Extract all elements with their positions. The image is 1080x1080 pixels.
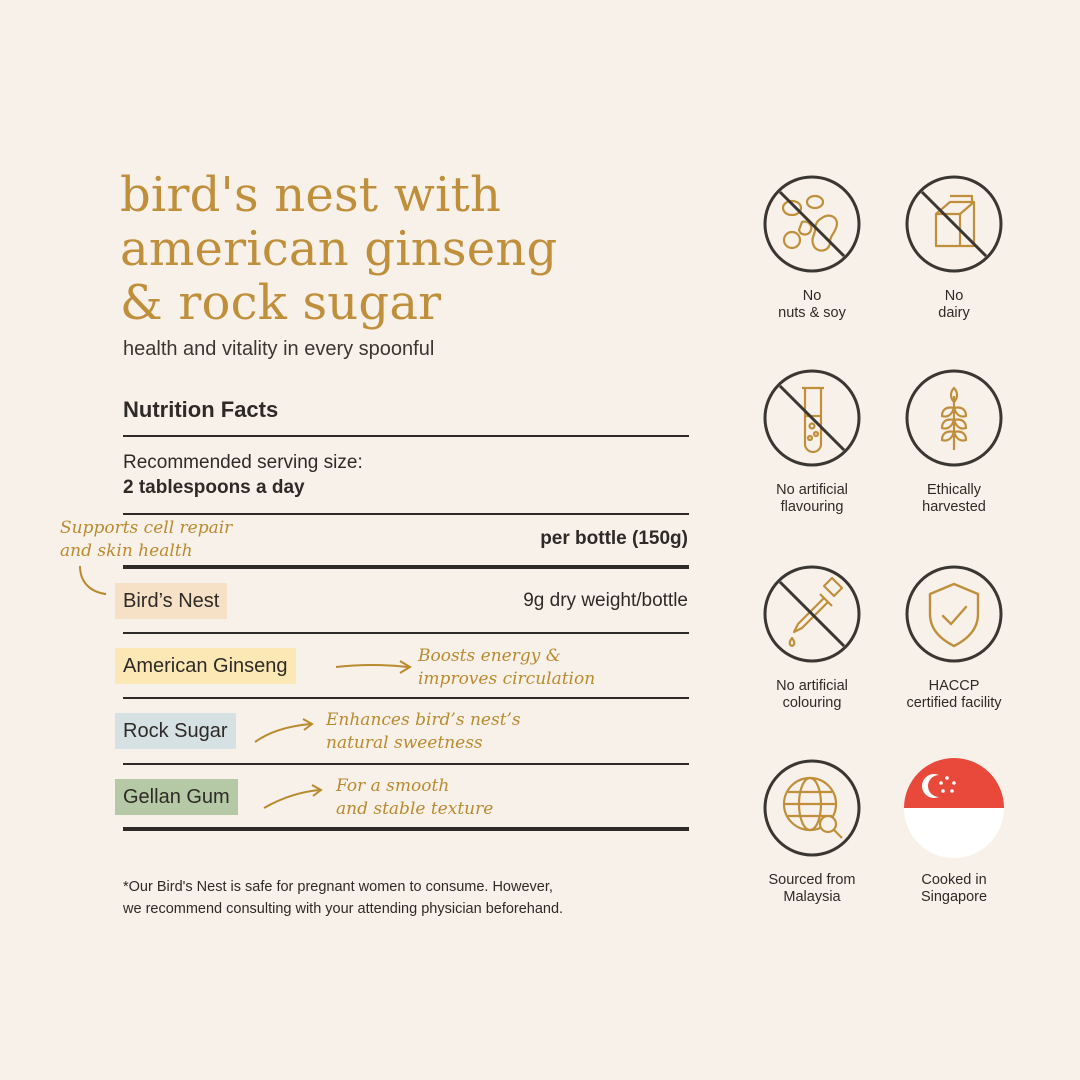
badge-label-line: colouring bbox=[782, 695, 842, 711]
curved-arrow-icon bbox=[253, 716, 317, 746]
badge-label-line: Malaysia bbox=[783, 889, 841, 905]
divider bbox=[123, 697, 689, 699]
badge-label-line: dairy bbox=[938, 305, 970, 321]
badge-label bbox=[732, 872, 892, 906]
serving-size bbox=[123, 450, 363, 500]
badge-haccp bbox=[874, 564, 1034, 712]
ingredient-tag-american-ginseng bbox=[115, 648, 296, 684]
badge-label bbox=[874, 288, 1034, 322]
no-artificial-colouring-icon bbox=[762, 564, 862, 664]
note-rock-sugar bbox=[326, 709, 521, 755]
badge-sourced-malaysia bbox=[732, 758, 892, 906]
badge-label-line: Sourced from bbox=[768, 872, 856, 888]
serving-size-value: 2 tablespoons a day bbox=[123, 477, 305, 498]
note-line: Boosts energy & bbox=[418, 646, 561, 666]
badge-label-line: harvested bbox=[922, 499, 986, 515]
product-subtitle: health and vitality in every spoonful bbox=[123, 338, 435, 360]
note-line: Supports cell repair bbox=[60, 518, 233, 538]
ingredient-tag-birds-nest bbox=[115, 583, 227, 619]
note-line: Enhances bird’s nest’s bbox=[326, 710, 521, 730]
note-american-ginseng bbox=[418, 645, 595, 691]
badge-cooked-singapore bbox=[874, 758, 1034, 906]
badge-label-line: No bbox=[802, 288, 822, 304]
curved-arrow-icon bbox=[262, 782, 326, 812]
no-artificial-flavouring-icon bbox=[762, 368, 862, 468]
serving-size-label: Recommended serving size: bbox=[123, 452, 363, 473]
divider bbox=[123, 435, 689, 437]
title-line-1: bird's nest with bbox=[120, 167, 502, 223]
ingredient-name: American Ginseng bbox=[123, 655, 288, 677]
note-gellan-gum bbox=[336, 775, 493, 821]
badge-label-line: Cooked in bbox=[921, 872, 987, 888]
badge-label bbox=[732, 678, 892, 712]
no-dairy-icon bbox=[904, 174, 1004, 274]
footnote bbox=[123, 876, 563, 920]
arrow-right-icon bbox=[334, 655, 414, 679]
divider bbox=[123, 763, 689, 765]
divider-thick bbox=[123, 565, 689, 569]
title-line-3: & rock sugar bbox=[120, 275, 442, 331]
badge-no-artificial-colouring bbox=[732, 564, 892, 712]
note-line: and stable texture bbox=[336, 799, 494, 819]
badge-no-artificial-flavouring bbox=[732, 368, 892, 516]
ingredient-value: 9g dry weight/bottle bbox=[523, 590, 688, 611]
divider bbox=[123, 632, 689, 634]
ingredient-name: Gellan Gum bbox=[123, 786, 230, 808]
divider-thick bbox=[123, 827, 689, 831]
badge-label-line: certified facility bbox=[906, 695, 1002, 711]
nutrition-facts-heading: Nutrition Facts bbox=[123, 397, 279, 422]
badge-label bbox=[732, 482, 892, 516]
badge-label-line: nuts & soy bbox=[778, 305, 846, 321]
ingredient-name: Bird’s Nest bbox=[123, 590, 220, 612]
badge-label-line: Singapore bbox=[920, 889, 988, 905]
wheat-icon bbox=[904, 368, 1004, 468]
ingredient-name: Rock Sugar bbox=[123, 720, 228, 742]
badge-label bbox=[874, 678, 1034, 712]
product-title bbox=[120, 168, 557, 330]
badge-no-nuts-soy bbox=[732, 174, 892, 322]
badge-label bbox=[732, 288, 892, 322]
badge-ethically-harvested bbox=[874, 368, 1034, 516]
singapore-flag-icon bbox=[904, 758, 1004, 858]
column-header: per bottle (150g) bbox=[540, 528, 688, 549]
ingredient-tag-rock-sugar bbox=[115, 713, 236, 749]
badge-no-dairy bbox=[874, 174, 1034, 322]
ingredient-tag-gellan-gum bbox=[115, 779, 238, 815]
globe-search-icon bbox=[762, 758, 862, 858]
divider bbox=[123, 513, 689, 515]
badge-label-line: Ethically bbox=[927, 482, 981, 498]
title-line-2: american ginseng bbox=[120, 221, 558, 277]
shield-check-icon bbox=[904, 564, 1004, 664]
no-nuts-soy-icon bbox=[762, 174, 862, 274]
badge-label bbox=[874, 482, 1034, 516]
note-line: For a smooth bbox=[336, 776, 450, 796]
badge-label-line: HACCP bbox=[928, 678, 980, 694]
badge-label-line: flavouring bbox=[780, 499, 844, 515]
note-line: and skin health bbox=[60, 541, 193, 561]
note-line: natural sweetness bbox=[326, 733, 483, 753]
badge-label-line: No artificial bbox=[776, 678, 848, 694]
badge-label-line: No bbox=[944, 288, 964, 304]
footnote-line: *Our Bird's Nest is safe for pregnant women to consume. However, bbox=[123, 879, 553, 895]
footnote-line: we recommend consulting with your attending physician beforehand. bbox=[123, 901, 564, 917]
note-birds-nest bbox=[60, 517, 232, 563]
curved-arrow-icon bbox=[74, 562, 114, 602]
badge-label bbox=[874, 872, 1034, 906]
badge-label-line: No artificial bbox=[776, 482, 848, 498]
note-line: improves circulation bbox=[418, 669, 596, 689]
